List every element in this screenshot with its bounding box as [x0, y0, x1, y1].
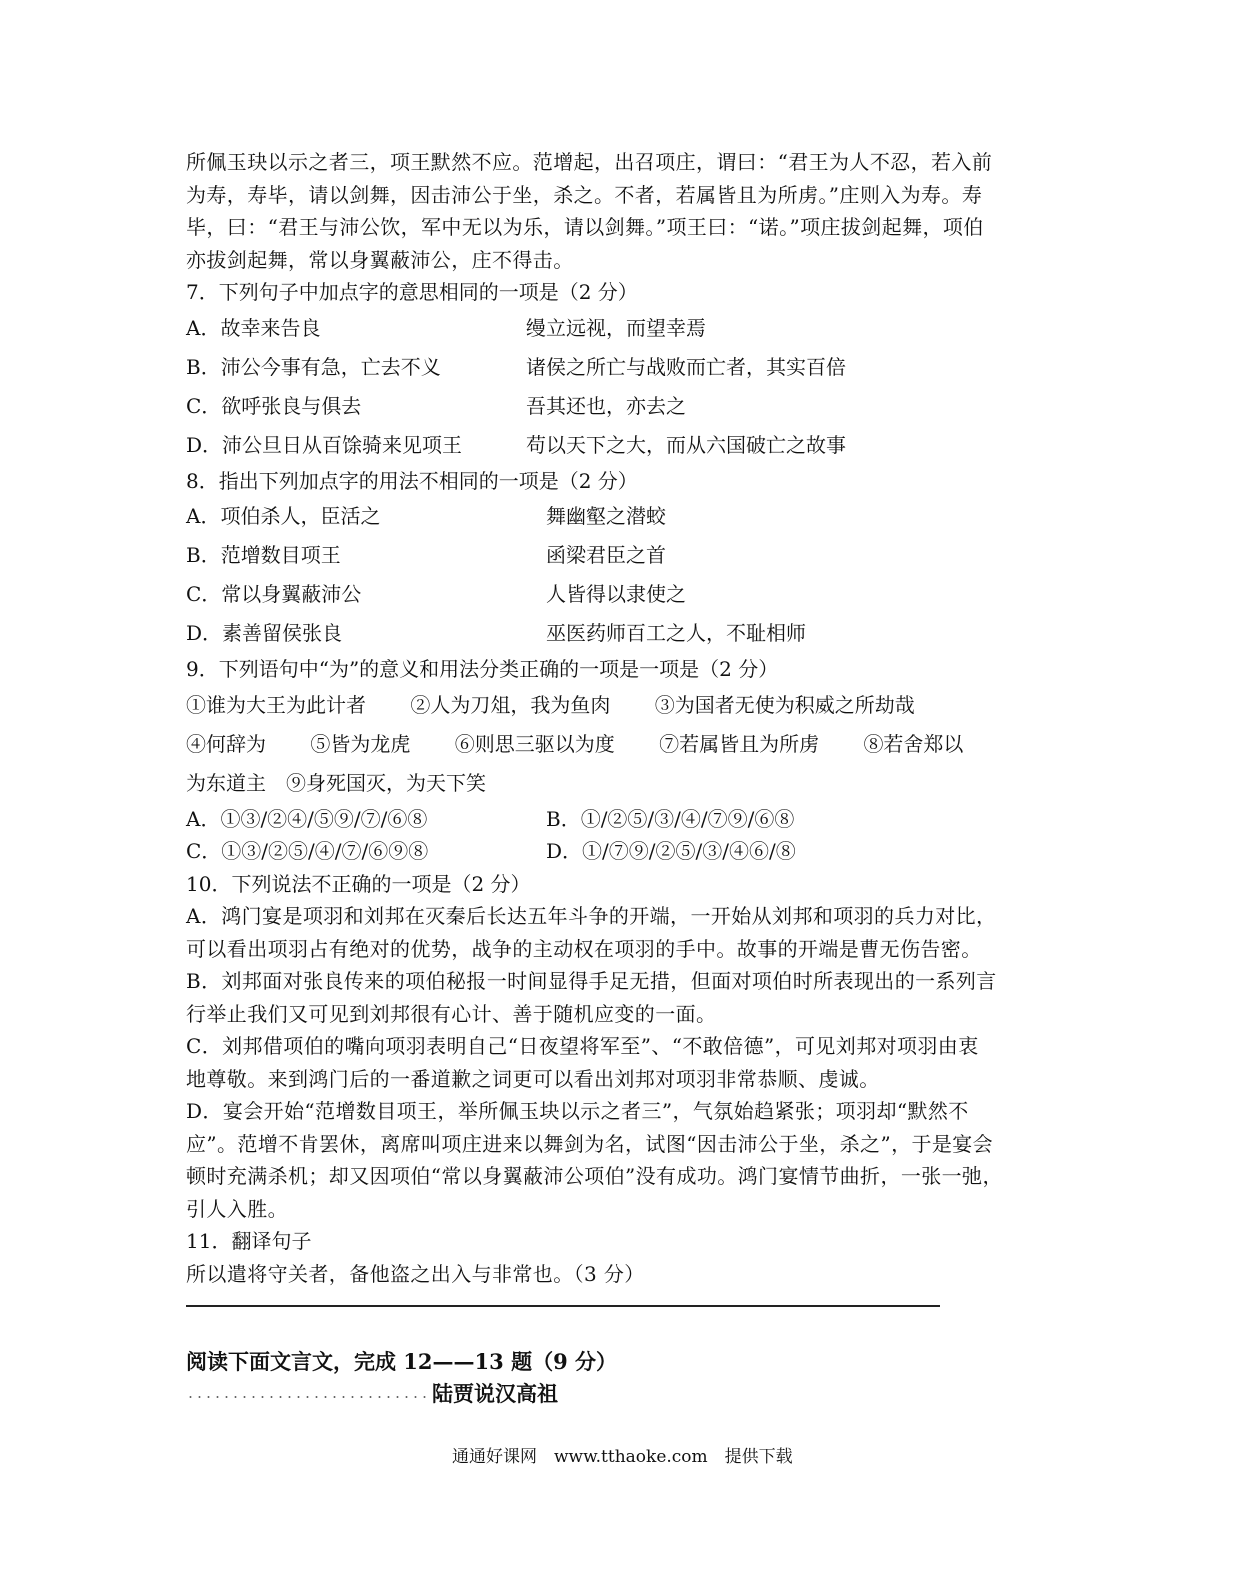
answer-line: 顿时充满杀机；却又因项伯“常以身翼蔽沛公项伯”没有成功。鸿门宴情节曲折，一张一弛，: [186, 1164, 1003, 1188]
option-left: A．项伯杀人，臣活之: [186, 504, 381, 529]
question-10: [186, 868, 1042, 1226]
passage-title: 陆贾说汉高祖: [432, 1381, 558, 1406]
answer-line: 可以看出项羽占有绝对的优势，战争的主动权在项羽的手中。故事的开端是曹无伤告密。: [186, 936, 982, 961]
sentence-row: 为东道主 ⑨身死国灭，为天下笑: [186, 770, 486, 795]
option-left: D．沛公旦日从百馀骑来见项王: [186, 432, 463, 457]
answer-line: D．宴会开始“范增数目项王，举所佩玉块以示之者三”，气氛始趋紧张；项羽却“默然不: [186, 1099, 969, 1123]
passage-line: 所佩玉玦以示之者三，项王默然不应。范增起，出召项庄，谓曰：“君王为人不忍，若入前: [186, 150, 993, 174]
passage-line: 毕，曰：“君王与沛公饮，军中无以为乐，请以剑舞。”项王曰：“诺。”项庄拔剑起舞，项伯: [186, 215, 984, 239]
option-row: [186, 387, 1042, 426]
sentence-item: ⑥则思三驱以为度: [454, 731, 615, 756]
option-row: [186, 426, 1042, 465]
question-stem: 8．指出下列加点字的用法不相同的一项是（2 分）: [186, 468, 638, 493]
option-left: C．①③/②⑤/④/⑦/⑥⑨⑧: [186, 839, 429, 863]
passage: [186, 146, 1042, 276]
answer-line: 应”。范增不肯罢休，离席叫项庄进来以舞剑为名，试图“因击沛公于坐，杀之”，于是宴会: [186, 1131, 994, 1156]
exam-page: [186, 146, 1042, 1290]
question-stem: 9．下列语句中“为”的意义和用法分类正确的一项是一项是（2 分）: [186, 657, 779, 681]
section-heading: 阅读下面文言文，完成 12——13 题（9 分）: [186, 1349, 617, 1374]
sentence-item: ⑤皆为龙虎: [310, 731, 411, 756]
option-row: [186, 575, 1042, 614]
option-row: [186, 835, 1042, 868]
answer-line: 地尊敬。来到鸿门后的一番道歉之词更可以看出刘邦对项羽非常恭顺、虔诚。: [186, 1066, 880, 1091]
sentence-item: ①谁为大王为此计者: [186, 692, 366, 717]
option-right: 苟以天下之大，而从六国破亡之故事: [526, 432, 846, 457]
sentence-item: ④何辞为: [186, 731, 266, 756]
question-stem: 7．下列句子中加点字的意思相同的一项是（2 分）: [186, 280, 638, 304]
option-row: [186, 614, 1042, 653]
option-right: D．①/⑦⑨/②⑤/③/④⑥/⑧: [546, 839, 796, 863]
option-right: 人皆得以隶使之: [546, 582, 686, 607]
option-row: [186, 497, 1042, 536]
option-row: [186, 536, 1042, 575]
option-left: C．欲呼张良与俱去: [186, 393, 362, 418]
question-stem: 11．翻译句子: [186, 1229, 312, 1253]
sentence-item: ⑦若属皆且为所虏: [659, 731, 820, 756]
option-row: [186, 803, 1042, 836]
option-right: 缦立远视，而望幸焉: [526, 315, 706, 340]
option-row: [186, 309, 1042, 348]
answer-line: 行举止我们又可见到刘邦很有心计、善于随机应变的一面。: [186, 1001, 717, 1026]
sentence-row: [186, 725, 1042, 764]
option-right: 舞幽壑之潜蛟: [546, 504, 666, 529]
question-stem: 10．下列说法不正确的一项是（2 分）: [186, 871, 531, 896]
option-row: [186, 348, 1042, 387]
answer-rule-line: [186, 1305, 940, 1307]
answer-line: C．刘邦借项伯的嘴向项羽表明自己“日夜望将军至”、“不敢倍德”，可见刘邦对项羽由衷: [186, 1034, 979, 1058]
answer-line: B．刘邦面对张良传来的项伯秘报一时间显得手足无措，但面对项伯时所表现出的一系列言: [186, 969, 997, 993]
answer-line: 引人入胜。: [186, 1196, 288, 1221]
option-right: 函梁君臣之首: [546, 543, 666, 568]
dotted-leader: [186, 1396, 426, 1398]
question-9: [186, 653, 1042, 868]
question-8: [186, 465, 1042, 654]
sentence-item: ②人为刀俎，我为鱼肉: [410, 692, 611, 717]
question-7: [186, 276, 1042, 465]
option-left: B．范增数目项王: [186, 543, 341, 568]
question-11: [186, 1225, 1042, 1290]
sentence-item: ⑧若舍郑以: [863, 731, 964, 756]
sentence-item: ③为国者无使为积威之所劫哉: [654, 692, 915, 717]
passage-line: 亦拔剑起舞，常以身翼蔽沛公，庄不得击。: [186, 247, 574, 272]
option-right: 巫医药师百工之人，不耻相师: [546, 621, 806, 646]
page-footer: 通通好课网 www.tthaoke.com 提供下载: [452, 1447, 793, 1467]
option-right: 吾其还也，亦去之: [526, 393, 686, 418]
translate-sentence: 所以遣将守关者，备他盗之出入与非常也。（3 分）: [186, 1261, 645, 1286]
option-right: B．①/②⑤/③/④/⑦⑨/⑥⑧: [546, 806, 795, 831]
option-left: C．常以身翼蔽沛公: [186, 582, 362, 607]
passage-line: 为寿，寿毕，请以剑舞，因击沛公于坐，杀之。不者，若属皆且为所虏。”庄则入为寿。寿: [186, 182, 983, 207]
option-left: D．素善留侯张良: [186, 621, 343, 646]
option-left: A．故幸来告良: [186, 315, 321, 340]
option-left: A．①③/②④/⑤⑨/⑦/⑥⑧: [186, 806, 428, 831]
option-right: 诸侯之所亡与战败而亡者，其实百倍: [526, 354, 846, 379]
option-left: B．沛公今事有急，亡去不义: [186, 354, 441, 379]
answer-line: A．鸿门宴是项羽和刘邦在灭秦后长达五年斗争的开端，一开始从刘邦和项羽的兵力对比，: [186, 904, 997, 928]
sentence-row: [186, 686, 1042, 725]
